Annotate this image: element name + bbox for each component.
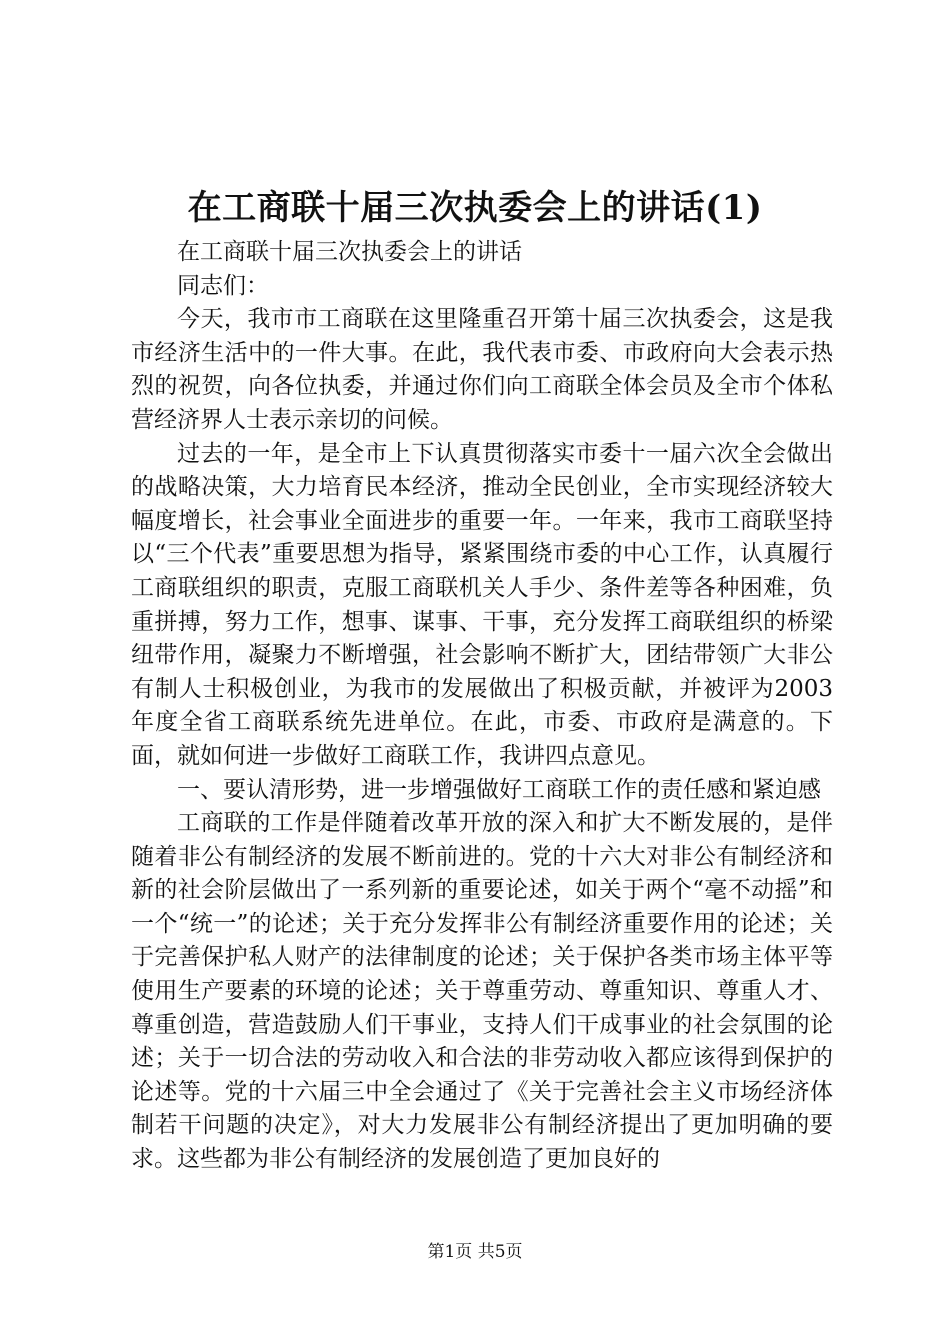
paragraph-salutation: 同志们： <box>177 272 269 299</box>
paragraph-review: 过去的一年，是全市上下认真贯彻落实市委十一届六次全会做出的战略决策，大力培育民本经济，推动全民创业，全市实现经济较大幅度增长，社会事业全面进步的重要一年。一年来，我市工商联坚持以“三个代表”重要思想为指导，紧紧围绕市委的中心工作，认真履行工商联组织的职责，克服工商联机关人手少、条件差等各种困难，负重拼搏，努力工作，想事、谋事、干事，充分发挥工商联组织的桥梁纽带作用，凝聚力不断增强，社会影响不断扩大，团结带领广大非公有制人士积极创业，为我市的发展做出了积极贡献，并被评为2003年度全省工商联系统先进单位。在此，市委、市政府是满意的。下面，就如何进一步做好工商联工作，我讲四点意见。 <box>131 440 833 769</box>
document-title: 在工商联十届三次执委会上的讲话(1) <box>187 188 763 228</box>
section-heading-1: 一、要认清形势，进一步增强做好工商联工作的责任感和紧迫感 <box>177 776 821 803</box>
document-body <box>131 236 833 1177</box>
paragraph-section-1: 工商联的工作是伴随着改革开放的深入和扩大不断发展的，是伴随着非公有制经济的发展不断前进的。党的十六大对非公有制经济和新的社会阶层做出了一系列新的重要论述，如关于两个“毫不动摇”和一个“统一”的论述；关于充分发挥非公有制经济重要作用的论述；关于完善保护私人财产的法律制度的论述；关于保护各类市场主体平等使用生产要素的环境的论述；关于尊重劳动、尊重知识、尊重人才、尊重创造，营造鼓励人们干事业，支持人们干成事业的社会氛围的论述；关于一切合法的劳动收入和合法的非劳动收入都应该得到保护的论述等。党的十六届三中全会通过了《关于完善社会主义市场经济体制若干问题的决定》，对大力发展非公有制经济提出了更加明确的要求。这些都为非公有制经济的发展创造了更加良好的 <box>131 810 833 1173</box>
paragraph-subtitle: 在工商联十届三次执委会上的讲话 <box>177 239 522 265</box>
page-number-footer: 第1页 共5页 <box>427 1242 523 1262</box>
paragraph-opening: 今天，我市市工商联在这里隆重召开第十届三次执委会，这是我市经济生活中的一件大事。在此，我代表市委、市政府向大会表示热烈的祝贺，向各位执委，并通过你们向工商联全体会员及全市个体私营经济界人士表示亲切的问候。 <box>131 306 833 433</box>
